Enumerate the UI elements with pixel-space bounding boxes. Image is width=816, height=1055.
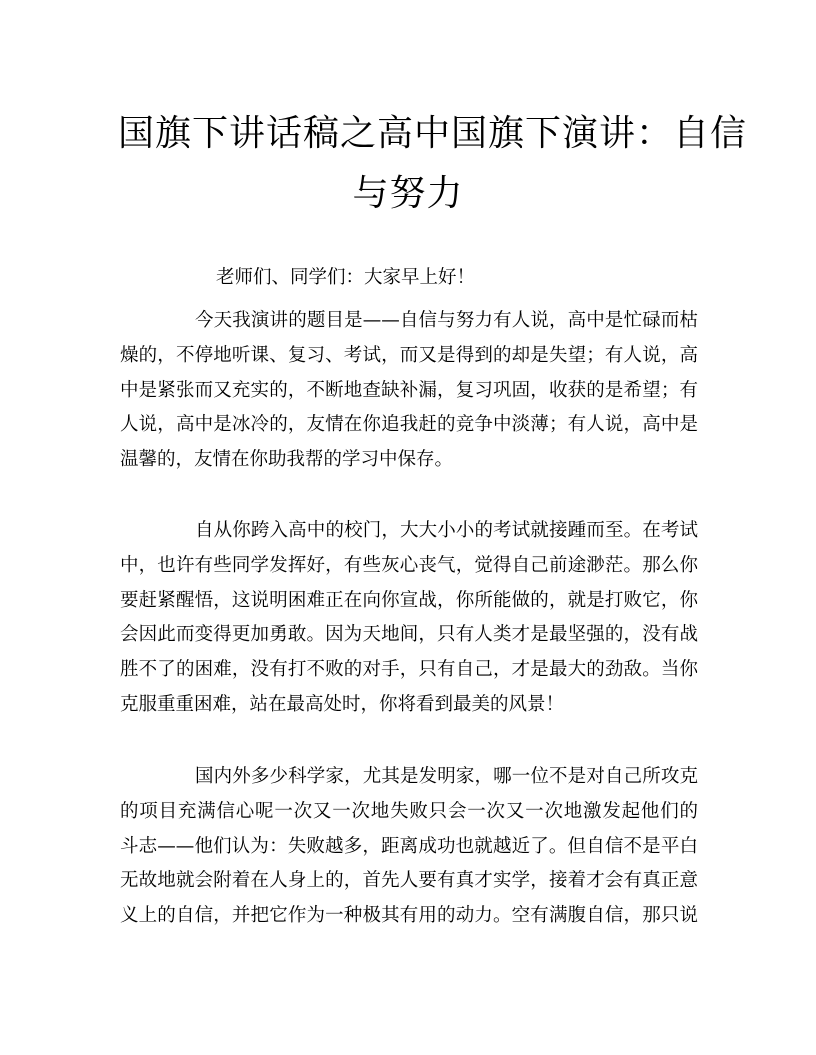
paragraph-1 [120, 304, 698, 478]
paragraph-line: 温馨的，友情在你助我帮的学习中保存。 [120, 449, 454, 471]
paragraph-line: 中是紧张而又充实的，不断地查缺补漏，复习巩固，收获的是希望；有 [120, 379, 698, 401]
paragraph-line: 胜不了的困难，没有打不败的对手，只有自己，才是最大的劲敌。当你 [120, 659, 698, 681]
paragraph-line: 国内外多少科学家，尤其是发明家，哪一位不是对自己所攻克 [195, 766, 698, 787]
title-line-1: 国旗下讲话稿之高中国旗下演讲：自信 [118, 113, 748, 154]
paragraph-line: 义上的自信，并把它作为一种极其有用的动力。空有满腹自信，那只说 [120, 905, 698, 927]
paragraph-line: 自从你跨入高中的校门，大大小小的考试就接踵而至。在考试 [195, 520, 698, 541]
paragraph-line: 无故地就会附着在人身上的，首先人要有真才实学，接着才会有真正意 [120, 870, 698, 892]
paragraph-line: 要赶紧醒悟，这说明困难正在向你宣战，你所能做的，就是打败它，你 [120, 589, 698, 611]
title-line-2: 与努力 [352, 173, 464, 214]
salutation: 老师们、同学们：大家早上好！ [216, 267, 476, 288]
paragraph-line: 人说，高中是冰冷的，友情在你追我赶的竞争中淡薄；有人说，高中是 [120, 414, 698, 436]
paragraph-line: 克服重重困难，站在最高处时，你将看到最美的风景！ [120, 693, 565, 715]
paragraph-3 [120, 760, 698, 934]
paragraph-line: 的项目充满信心呢一次又一次地失败只会一次又一次地激发起他们的 [120, 800, 698, 822]
paragraph-line: 会因此而变得更加勇敢。因为天地间，只有人类才是最坚强的，没有战 [120, 624, 698, 646]
document-title [118, 104, 748, 224]
paragraph-line: 燥的，不停地听课、复习、考试，而又是得到的却是失望；有人说，高 [120, 344, 698, 366]
paragraph-line: 中，也许有些同学发挥好，有些灰心丧气，觉得自己前途渺茫。那么你 [120, 554, 698, 576]
paragraph-line: 斗志——他们认为：失败越多，距离成功也就越近了。但自信不是平白 [120, 835, 698, 857]
paragraph-line: 今天我演讲的题目是——自信与努力有人说，高中是忙碌而枯 [195, 310, 698, 331]
paragraph-2 [120, 514, 698, 723]
